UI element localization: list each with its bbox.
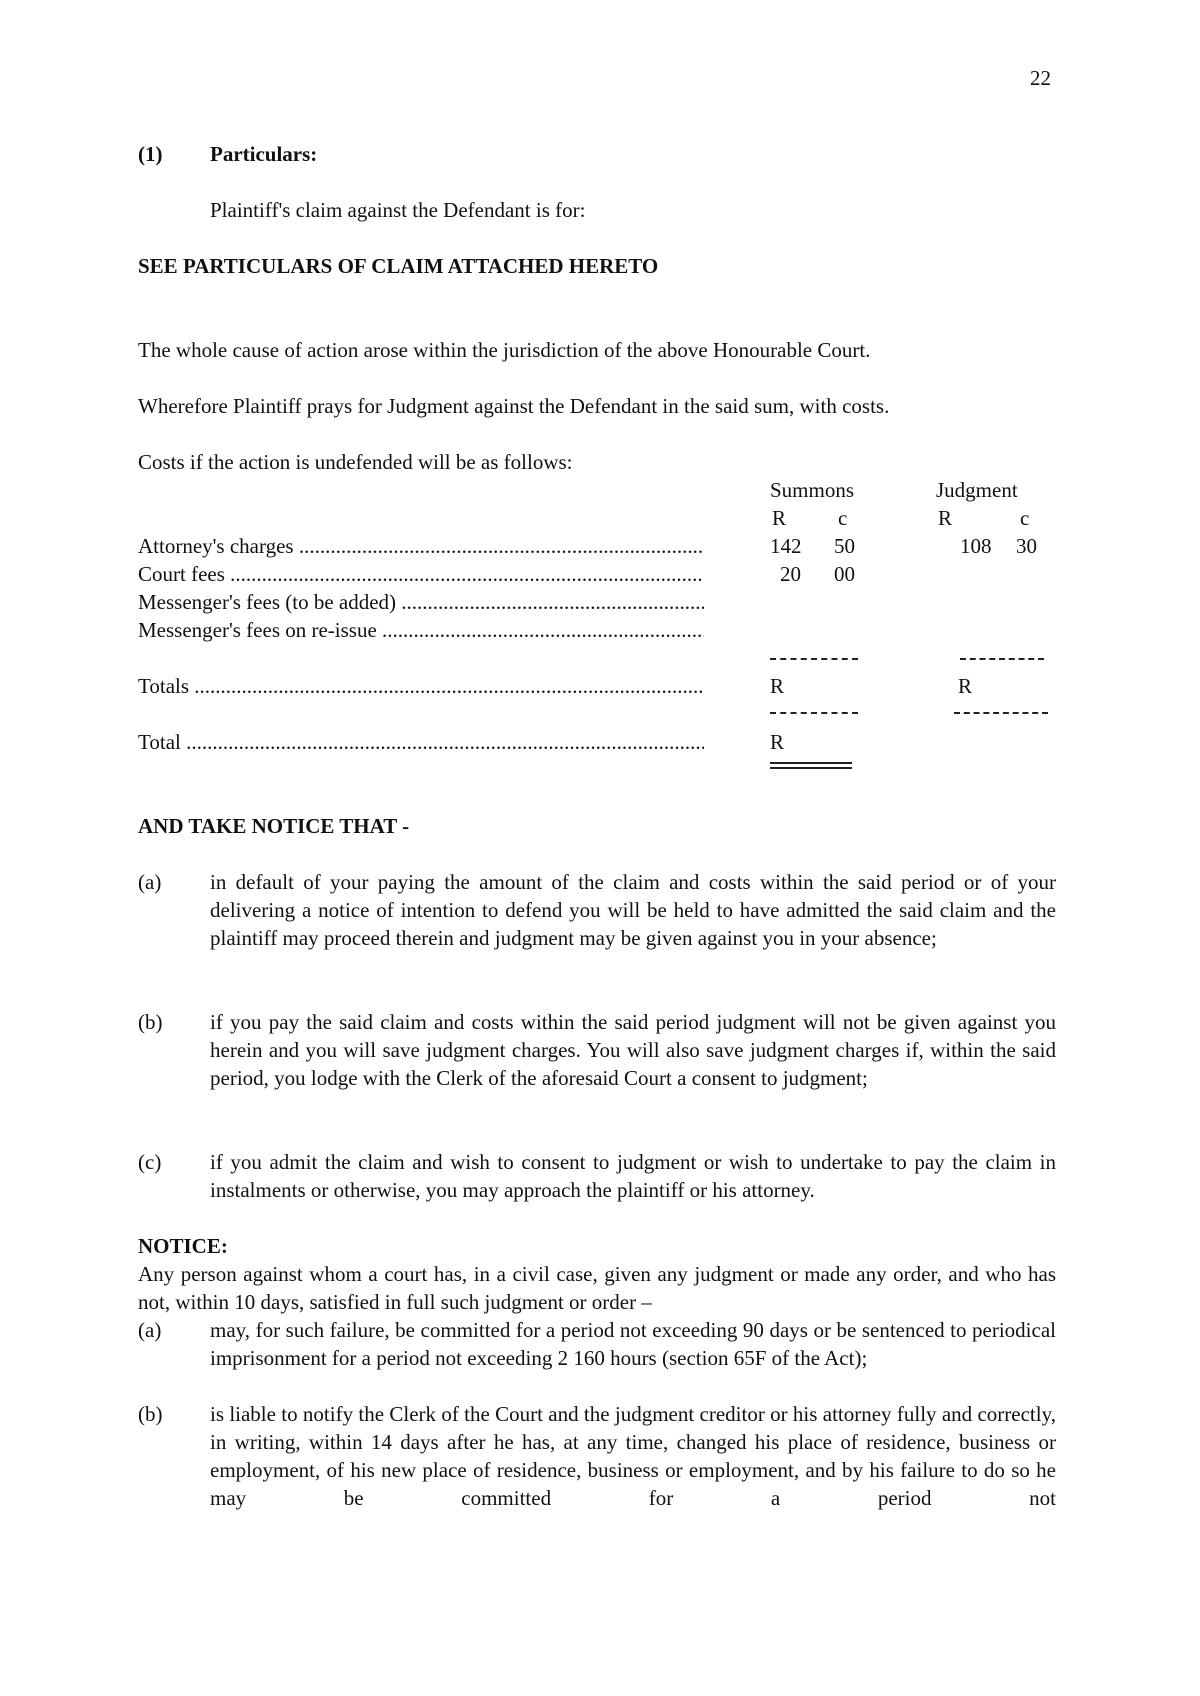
take-notice-heading: AND TAKE NOTICE THAT - (138, 814, 410, 838)
claim-intro: Plaintiff's claim against the Defendant is for: (210, 198, 586, 222)
judgment-subtotal-rule (960, 658, 1044, 660)
list-item: if you admit the claim and wish to consent to judgment or wish to undertake to pay the claim in instalments or otherwise, you may approach the plaintiff or his attorney. (210, 1150, 1056, 1202)
totals-summons: R (770, 674, 785, 698)
col-header-judgment: Judgment (936, 478, 1018, 502)
judgment-totals-rule (954, 712, 1048, 714)
col-header-summons: Summons (770, 478, 855, 502)
table-row-label: Messenger's fees on re-issue ..... (138, 616, 704, 644)
summons-cents-value: 50 (834, 534, 855, 558)
total-label: Total ..... (138, 728, 704, 756)
summons-cents-value: 00 (834, 562, 855, 586)
jurisdiction-paragraph: The whole cause of action arose within the jurisdiction of the above Honourable Court. (138, 338, 871, 362)
summons-cents-header: c (838, 506, 848, 530)
summons-subtotal-rule (770, 658, 858, 660)
table-row-label: Messenger's fees (to be added) ..... (138, 588, 704, 616)
notice-heading: NOTICE: (138, 1234, 228, 1258)
section-heading: Particulars: (210, 142, 318, 166)
table-row-label: Court fees ..... (138, 560, 704, 588)
totals-judgment: R (958, 674, 973, 698)
summons-rand-header: R (772, 506, 787, 530)
judgment-rand-header: R (938, 506, 953, 530)
judgment-cents-value: 30 (1016, 534, 1037, 558)
judgment-cents-header: c (1020, 506, 1030, 530)
judgment-rand-value: 108 (960, 534, 992, 558)
summons-totals-rule (770, 712, 858, 714)
see-particulars-heading: SEE PARTICULARS OF CLAIM ATTACHED HERETO (138, 254, 659, 278)
totals-label: Totals ..... (138, 672, 704, 700)
list-item-label: (c) (138, 1150, 162, 1174)
notice-intro: Any person against whom a court has, in a civil case, given any judgment or made any order, and who has not, within 10 days, satisfied in full such judgment or order – (138, 1262, 1056, 1314)
total-double-underline (770, 762, 852, 769)
list-item-label: (b) (138, 1010, 163, 1034)
list-item: in default of your paying the amount of the claim and costs within the said period or of your delivering a notice of intention to defend you will be held to have admitted the said claim and the plaintiff may proceed therein and judgment may be given against you in your absence; (210, 870, 1056, 950)
costs-intro: Costs if the action is undefended will be as follows: (138, 450, 573, 474)
summons-rand-value: 20 (780, 562, 801, 586)
list-item: is liable to notify the Clerk of the Court and the judgment creditor or his attorney fully and correctly, in writing, within 14 days after he has, at any time, changed his place of residence, business or employment, of his new place of residence, business or employment, and by his failure to do so he may be committed for a period not (210, 1402, 1056, 1510)
list-item-label: (a) (138, 870, 162, 894)
list-item-label: (a) (138, 1318, 162, 1342)
list-item: may, for such failure, be committed for a period not exceeding 90 days or be sentenced to periodical imprisonment for a period not exceeding 2 160 hours (section 65F of the Act); (210, 1318, 1056, 1370)
list-item-label: (b) (138, 1402, 163, 1426)
total-summons: R (770, 730, 785, 754)
wherefore-paragraph: Wherefore Plaintiff prays for Judgment against the Defendant in the said sum, with costs. (138, 394, 890, 418)
summons-rand-value: 142 (770, 534, 802, 558)
page-number: 22 (1030, 66, 1051, 90)
table-row-label: Attorney's charges ..... (138, 532, 704, 560)
section-number: (1) (138, 142, 163, 166)
list-item: if you pay the said claim and costs within the said period judgment will not be given against you herein and you will save judgment charges. You will also save judgment charges if, within the said period, you lodge with the Clerk of the aforesaid Court a consent to judgment; (210, 1010, 1056, 1090)
